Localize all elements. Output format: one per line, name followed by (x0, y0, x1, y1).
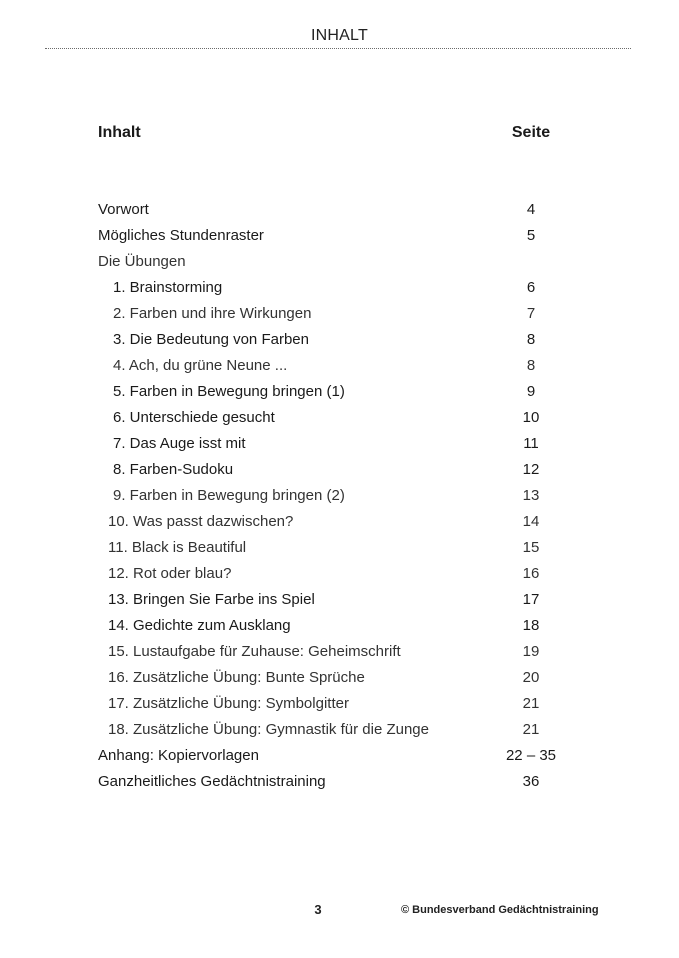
toc-entry-exercise-2 (0, 304, 679, 330)
toc-entry-page: 7 (526, 305, 536, 322)
toc-entry-label: 12. Rot oder blau? (108, 565, 232, 582)
toc-entry-page: 10 (522, 409, 540, 426)
toc-entry-exercise-16 (0, 668, 679, 694)
toc-entry-exercise-3 (0, 330, 679, 356)
toc-entry-page: 16 (522, 565, 540, 582)
toc-entry-label: 10. Was passt dazwischen? (108, 513, 294, 530)
toc-entry-label: 1. Brainstorming (113, 279, 223, 296)
toc-entry-label: 7. Das Auge isst mit (113, 435, 246, 452)
toc-entry-holistic-training (0, 772, 679, 798)
toc-entry-label: 4. Ach, du grüne Neune ... (113, 357, 288, 374)
toc-entry-foreword (0, 200, 679, 226)
toc-entry-label: Anhang: Kopiervorlagen (98, 747, 259, 764)
toc-entry-exercise-13 (0, 590, 679, 616)
toc-entry-page: 9 (526, 383, 536, 400)
toc-entry-page: 4 (526, 201, 536, 218)
toc-entry-label: 8. Farben-Sudoku (113, 461, 234, 478)
toc-entry-label: 15. Lustaufgabe für Zuhause: Geheimschrift (108, 643, 401, 660)
toc-entry-page: 21 (522, 721, 540, 738)
toc-entry-label: 9. Farben in Bewegung bringen (2) (113, 487, 345, 504)
header-dotted-rule (45, 48, 631, 49)
toc-entry-exercise-4 (0, 356, 679, 382)
toc-entry-exercise-5 (0, 382, 679, 408)
toc-heading-contents: Inhalt (98, 124, 141, 141)
toc-section-exercises (0, 252, 679, 278)
toc-entry-label: 6. Unterschiede gesucht (113, 409, 275, 426)
toc-entry-exercise-7 (0, 434, 679, 460)
toc-entry-exercise-14 (0, 616, 679, 642)
toc-entry-exercise-1 (0, 278, 679, 304)
toc-entry-label: Die Übungen (98, 253, 186, 270)
toc-entry-appendix (0, 746, 679, 772)
toc-entry-label: 13. Bringen Sie Farbe ins Spiel (108, 591, 315, 608)
toc-entry-page: 21 (522, 695, 540, 712)
toc-entry-label: 2. Farben und ihre Wirkungen (113, 305, 312, 322)
toc-entry-page: 20 (522, 669, 540, 686)
toc-entry-exercise-8 (0, 460, 679, 486)
toc-entry-exercise-10 (0, 512, 679, 538)
toc-entry-exercise-17 (0, 694, 679, 720)
toc-entry-label: 17. Zusätzliche Übung: Symbolgitter (108, 695, 349, 712)
toc-entry-page: 36 (522, 773, 540, 790)
toc-entry-label: 11. Black is Beautiful (108, 539, 247, 556)
toc-entry-label: 5. Farben in Bewegung bringen (1) (113, 383, 345, 400)
toc-entry-page: 12 (522, 461, 540, 478)
toc-entry-label: 3. Die Bedeutung von Farben (113, 331, 309, 348)
toc-entry-label: 14. Gedichte zum Ausklang (108, 617, 291, 634)
toc-entry-exercise-18 (0, 720, 679, 746)
footer-copyright: © Bundesverband Gedächtnistraining (401, 904, 599, 916)
toc-entry-exercise-11 (0, 538, 679, 564)
toc-entry-exercise-9 (0, 486, 679, 512)
toc-entry-label: 16. Zusätzliche Übung: Bunte Sprüche (108, 669, 365, 686)
toc-entry-page: 19 (522, 643, 540, 660)
toc-entry-label: Mögliches Stundenraster (98, 227, 264, 244)
toc-entry-label: Vorwort (98, 201, 149, 218)
toc-entry-exercise-15 (0, 642, 679, 668)
toc-entry-page: 11 (523, 435, 539, 452)
toc-entry-label: 18. Zusätzliche Übung: Gymnastik für die Zunge (108, 721, 429, 738)
toc-entry-label: Ganzheitliches Gedächtnistraining (98, 773, 326, 790)
toc-entry-exercise-6 (0, 408, 679, 434)
toc-entry-page: 5 (526, 227, 536, 244)
toc-heading-page: Seite (511, 124, 551, 141)
toc-entry-lesson-plan (0, 226, 679, 252)
toc-entry-page: 15 (522, 539, 540, 556)
toc-entry-page: 22 – 35 (505, 747, 557, 764)
toc-entry-page: 13 (522, 487, 540, 504)
toc-entry-page: 17 (522, 591, 540, 608)
table-of-contents (0, 200, 679, 798)
running-header-title: INHALT (311, 27, 368, 44)
toc-entry-page: 6 (526, 279, 536, 296)
toc-entry-page: 8 (526, 331, 536, 348)
footer-page-number: 3 (314, 902, 322, 917)
toc-entry-page: 8 (526, 357, 536, 374)
toc-entry-page: 18 (522, 617, 540, 634)
toc-entry-exercise-12 (0, 564, 679, 590)
toc-entry-page: 14 (522, 513, 540, 530)
